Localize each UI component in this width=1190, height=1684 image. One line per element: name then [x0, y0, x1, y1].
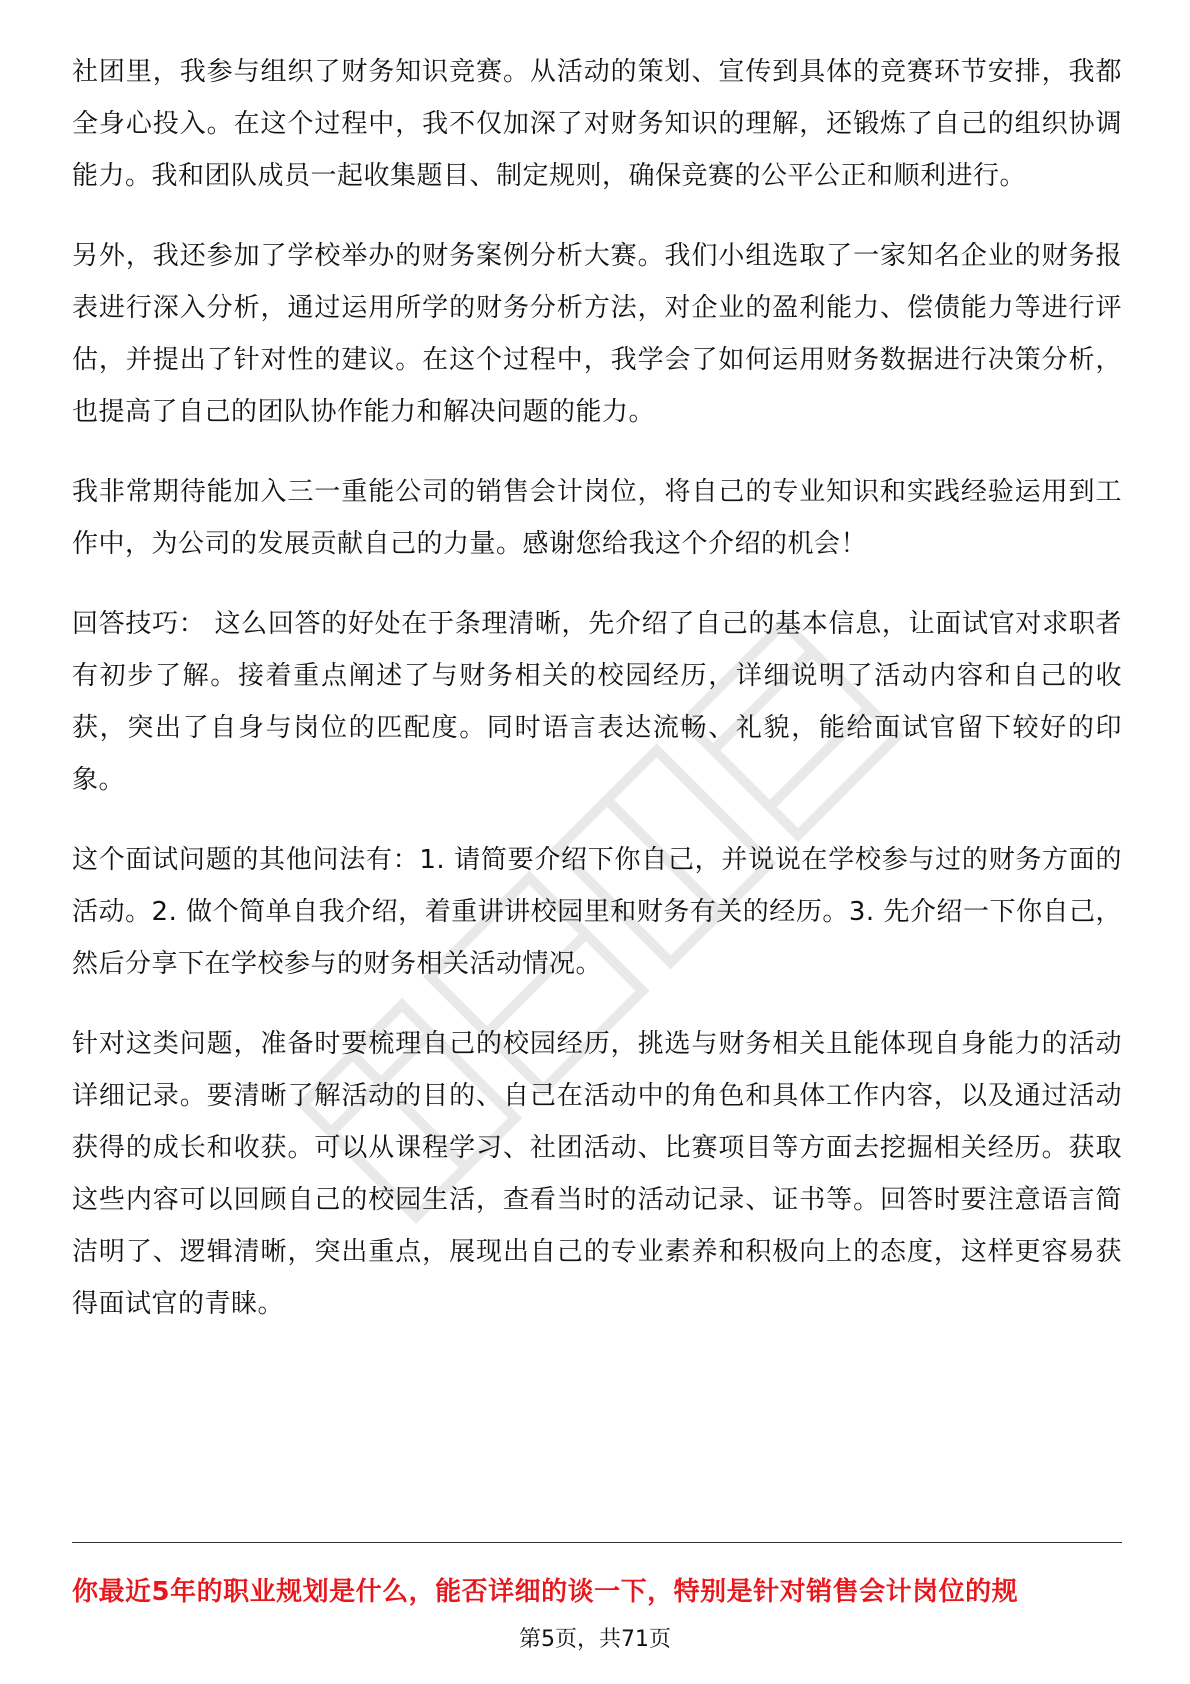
paragraph-answer-tips: 回答技巧： 这么回答的好处在于条理清晰，先介绍了自己的基本信息，让面试官对求职者有初步了解。接着重点阐述了与财务相关的校园经历，详细说明了活动内容和自己的收获，突出了自身与岗位的匹配度。同时语言表达流畅、礼貌，能给面试官留下较好的印象。 — [72, 609, 1122, 795]
next-question-heading: 你最近5年的职业规划是什么，能否详细的谈一下，特别是针对销售会计岗位的规 — [72, 1577, 1019, 1607]
paragraph-alternative-questions: 这个面试问题的其他问法有：1. 请简要介绍下你自己，并说说在学校参与过的财务方面的活动。2. 做个简单自我介绍，着重讲讲校园里和财务有关的经历。3. 先介绍一下你自己，然后分享下在学校参与的财务相关活动情况。 — [72, 845, 1122, 979]
paragraph-case-analysis: 另外，我还参加了学校举办的财务案例分析大赛。我们小组选取了一家知名企业的财务报表进行深入分析，通过运用所学的财务分析方法，对企业的盈利能力、偿债能力等进行评估，并提出了针对性的建议。在这个过程中，我学会了如何运用财务数据进行决策分析，也提高了自己的团队协作能力和解决问题的能力。 — [72, 241, 1122, 427]
paragraph-preparation-advice: 针对这类问题，准备时要梳理自己的校园经历，挑选与财务相关且能体现自身能力的活动详细记录。要清晰了解活动的目的、自己在活动中的角色和具体工作内容，以及通过活动获得的成长和收获。可以从课程学习、社团活动、比赛项目等方面去挖掘相关经历。获取这些内容可以回顾自己的校园生活，查看当时的活动记录、证书等。回答时要注意语言简洁明了、逻辑清晰，突出重点，展现出自己的专业素养和积极向上的态度，这样更容易获得面试官的青睐。 — [72, 1029, 1122, 1319]
document-body — [72, 46, 1122, 1358]
paragraph-expectation: 我非常期待能加入三一重能公司的销售会计岗位，将自己的专业知识和实践经验运用到工作中，为公司的发展贡献自己的力量。感谢您给我这个介绍的机会！ — [72, 477, 1122, 559]
section-divider — [72, 1542, 1122, 1543]
page-number: 第5页，共71页 — [519, 1627, 671, 1652]
paragraph-club-activity: 社团里，我参与组织了财务知识竞赛。从活动的策划、宣传到具体的竞赛环节安排，我都全身心投入。在这个过程中，我不仅加深了对财务知识的理解，还锻炼了自己的组织协调能力。我和团队成员一起收集题目、制定规则，确保竞赛的公平公正和顺利进行。 — [72, 57, 1122, 191]
